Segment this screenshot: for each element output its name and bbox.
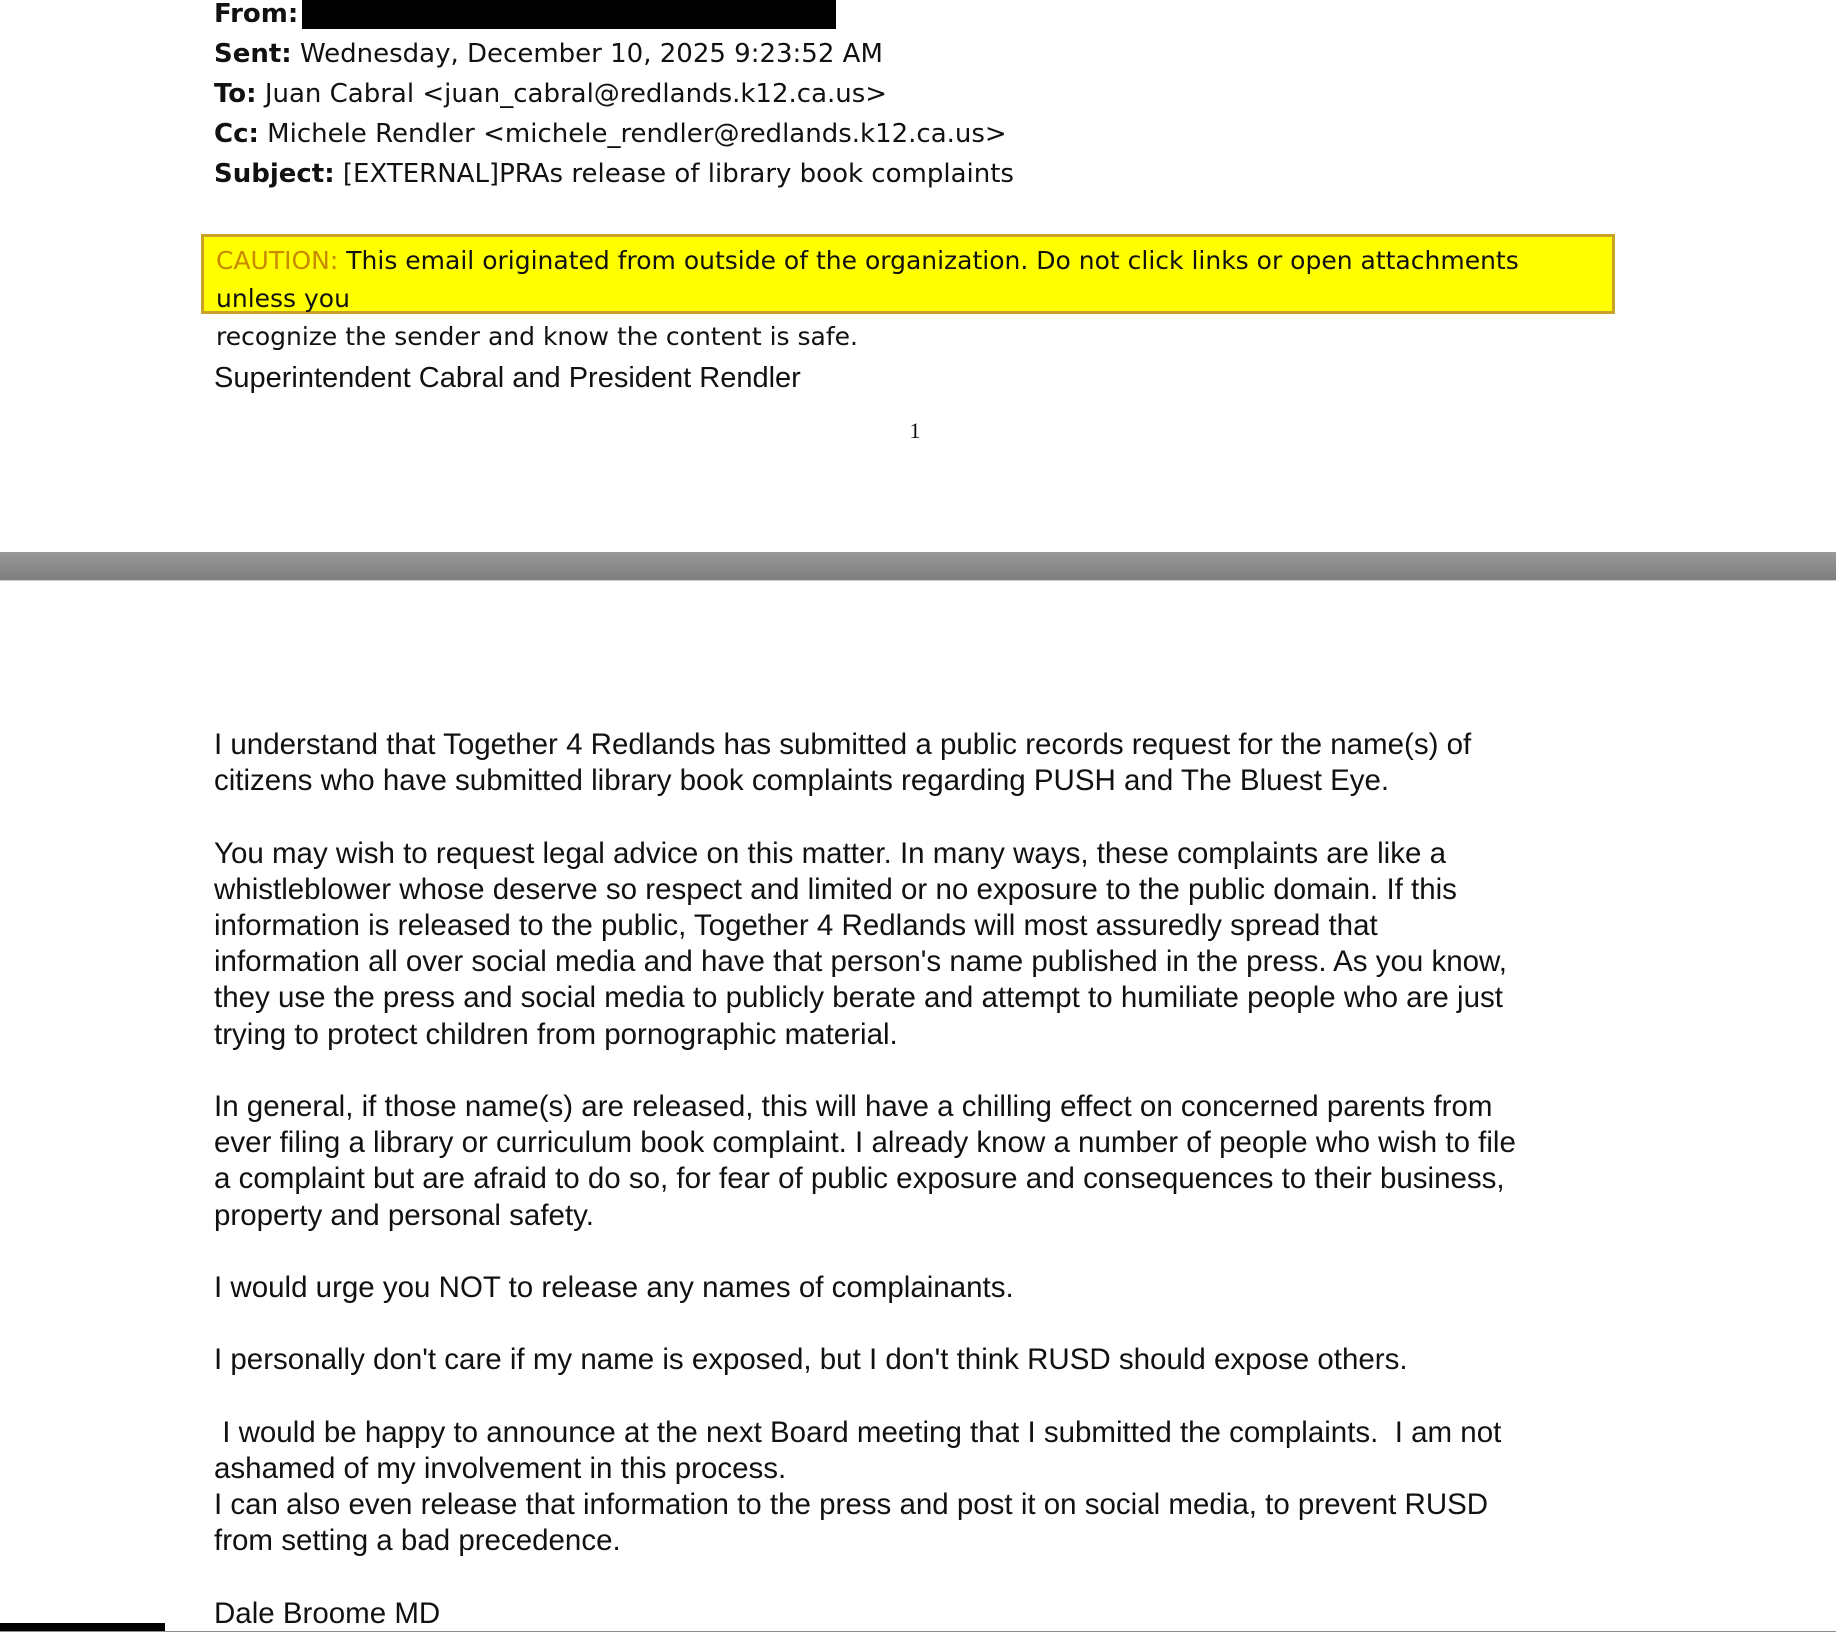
text-line: I would urge you NOT to release any names of complainants. — [214, 1271, 1014, 1304]
page-number: 1 — [909, 418, 921, 443]
paragraph — [214, 727, 1634, 799]
page-gap — [0, 552, 1836, 580]
text-line: they use the press and social media to publicly berate and attempt to humiliate people who are just — [214, 981, 1503, 1015]
email-body — [214, 727, 1634, 1632]
text-line: property and personal safety. — [214, 1198, 594, 1232]
greeting: Superintendent Cabral and President Rendler — [214, 362, 801, 394]
text-line: ashamed of my involvement in this process. — [214, 1451, 787, 1485]
caution-line-1 — [216, 242, 1602, 318]
text-line: from setting a bad precedence. — [214, 1524, 621, 1558]
cc-value: Michele Rendler <michele_rendler@redlands.k12.ca.us> — [267, 119, 1007, 149]
text-line: whistleblower whose deserve so respect and limited or no exposure to the public domain. If this — [214, 872, 1457, 906]
paragraph — [214, 1342, 1634, 1378]
text-line: information is released to the public, Together 4 Redlands will most assuredly spread that — [214, 909, 1378, 942]
to-label: To: — [214, 79, 257, 109]
from-line — [214, 0, 1014, 34]
subject-line — [214, 154, 1014, 194]
sent-line — [214, 34, 1014, 74]
from-label: From: — [214, 0, 299, 29]
paragraph — [214, 1415, 1634, 1560]
sent-label: Sent: — [214, 39, 292, 69]
paragraph — [214, 1270, 1634, 1306]
text-line: I can also even release that information to the press and post it on social media, to prevent RUSD — [214, 1488, 1489, 1522]
subject-label: Subject: — [214, 159, 335, 189]
text-line: You may wish to request legal advice on this matter. In many ways, these complaints are like a — [214, 836, 1446, 870]
cc-line — [214, 114, 1014, 154]
text-line: I personally don't care if my name is exposed, but I don't think RUSD should expose others. — [214, 1343, 1408, 1377]
to-line — [214, 74, 1014, 114]
text-line: ever filing a library or curriculum book complaint. I already know a number of people who wish to file — [214, 1126, 1516, 1160]
document-page-1 — [0, 0, 1836, 553]
document-page-2 — [0, 580, 1836, 1631]
email-header — [214, 0, 1014, 194]
text-line: a complaint but are afraid to do so, for fear of public exposure and consequences to their business, — [214, 1162, 1505, 1196]
text-line: information all over social media and have that person's name published in the press. As you know, — [214, 945, 1507, 979]
paragraph — [214, 1089, 1634, 1234]
caution-line-2: recognize the sender and know the content is safe. — [216, 322, 858, 351]
text-line: I understand that Together 4 Redlands has submitted a public records request for the name(s) of — [214, 728, 1472, 761]
subject-value: [EXTERNAL]PRAs release of library book complaints — [342, 159, 1014, 189]
text-line: citizens who have submitted library book complaints regarding PUSH and The Bluest Eye. — [214, 764, 1390, 798]
paragraph — [214, 836, 1634, 1053]
to-value: Juan Cabral <juan_cabral@redlands.k12.ca.us> — [264, 79, 888, 109]
redaction-bar — [302, 0, 836, 29]
text-line: trying to protect children from pornographic material. — [214, 1017, 898, 1051]
text-line: I would be happy to announce at the next Board meeting that I submitted the complaints. I am not — [214, 1415, 1502, 1449]
caution-label: CAUTION: — [216, 246, 339, 275]
caution-banner — [201, 234, 1615, 351]
caution-text-1: This email originated from outside of the organization. Do not click links or open attachments unless you — [216, 246, 1519, 313]
signature: Dale Broome MD — [214, 1596, 441, 1630]
sent-value: Wednesday, December 10, 2025 9:23:52 AM — [299, 39, 883, 69]
cc-label: Cc: — [214, 119, 259, 149]
text-line: In general, if those name(s) are released, this will have a chilling effect on concerned parents from — [214, 1090, 1493, 1123]
